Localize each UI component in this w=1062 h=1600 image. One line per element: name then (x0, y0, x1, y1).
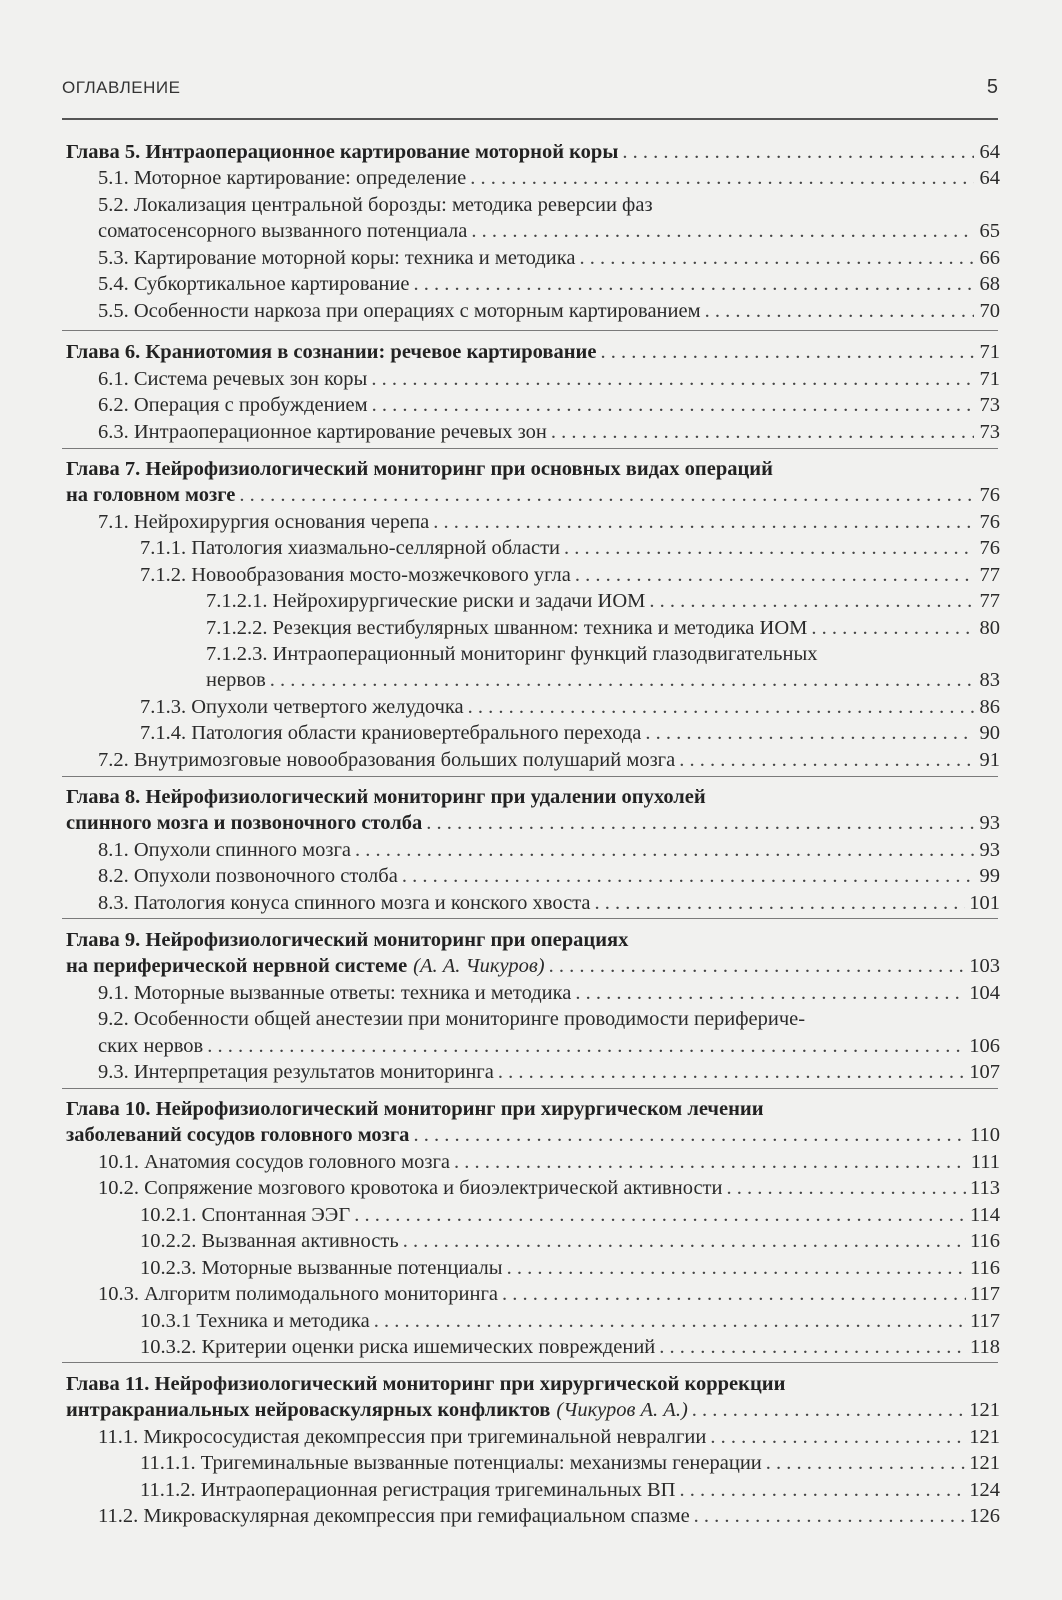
toc-entry-title: Глава 5. Интраоперационное картирование моторной коры (66, 141, 619, 163)
toc-page-number: 68 (979, 273, 1000, 295)
toc-entry-title: 7.1.4. Патология области краниовертебрального перехода (140, 722, 642, 744)
toc-page-number: 65 (979, 220, 1000, 242)
toc-entry (98, 980, 1000, 1006)
toc-entry-title: 11.2. Микроваскулярная декомпрессия при гемифациальном спазме (98, 1505, 690, 1527)
toc-page-number: 118 (970, 1336, 1000, 1358)
dot-leader (551, 419, 974, 445)
toc-entry-title: 10.1. Анатомия сосудов головного мозга (98, 1151, 451, 1173)
dot-leader (679, 1477, 965, 1503)
dot-leader (600, 339, 974, 365)
toc-entry (98, 245, 1000, 271)
dot-leader (579, 245, 974, 271)
toc-entry (98, 1175, 1000, 1201)
toc-page-number: 110 (970, 1124, 1000, 1146)
dot-leader (694, 1503, 966, 1529)
toc-entry-title: 9.3. Интерпретация результатов мониторинга (98, 1061, 494, 1083)
toc-entry-title: Глава 11. Нейрофизиологический мониторинг при хирургической коррекции (66, 1373, 786, 1395)
toc-entry (140, 1255, 1000, 1281)
toc-entry-title: Глава 7. Нейрофизиологический мониторинг при основных видах операций (66, 458, 773, 480)
toc-entry (98, 165, 1000, 191)
toc-entry-title: 10.3.1 Техника и методика (140, 1310, 370, 1332)
toc-entry (140, 1477, 1000, 1503)
toc-page-number: 99 (979, 865, 1000, 887)
toc-entry-title: 8.2. Опухоли позвоночного столба (98, 865, 398, 887)
dot-leader (575, 562, 974, 588)
dot-leader (471, 218, 974, 244)
toc-entry (98, 1033, 1000, 1059)
toc-page-number: 117 (970, 1283, 1000, 1305)
toc-page-number: 107 (969, 1061, 1000, 1083)
dot-leader (705, 298, 974, 324)
toc-chapter-line (66, 784, 1000, 810)
toc-entry-title: 10.3.2. Критерии оценки риска ишемических повреждений (140, 1336, 656, 1358)
toc-entry (98, 1059, 1000, 1085)
dot-leader (454, 1149, 967, 1175)
toc-entry-title: 5.1. Моторное картирование: определение (98, 167, 467, 189)
toc-entry-title: 8.3. Патология конуса спинного мозга и конского хвоста (98, 892, 591, 914)
dot-leader (594, 890, 965, 916)
toc-chapter-line (66, 139, 1000, 165)
toc-page-number: 121 (969, 1452, 1000, 1474)
toc-entry-title: 7.1.1. Патология хиазмально-селлярной области (140, 537, 560, 559)
toc-page-number: 103 (969, 955, 1000, 977)
toc-page-number: 101 (969, 892, 1000, 914)
toc-page-number: 73 (979, 421, 1000, 443)
toc-entry (98, 1503, 1000, 1529)
toc-entry-title: на периферической нервной системе (66, 955, 408, 977)
toc-entry (140, 720, 1000, 746)
toc-entry-title: 10.2.3. Моторные вызванные потенциалы (140, 1257, 503, 1279)
toc-chapter-line (66, 810, 1000, 836)
chapter-separator (62, 1088, 998, 1089)
dot-leader (470, 165, 974, 191)
toc-chapter-line (66, 1371, 1000, 1397)
dot-leader (355, 837, 974, 863)
toc-page-number: 104 (969, 982, 1000, 1004)
toc-chapter-line (66, 1096, 1000, 1122)
toc-chapter-line (66, 1397, 1000, 1423)
toc-entry-title: 5.4. Субкортикальное картирование (98, 273, 410, 295)
toc-entry (98, 1149, 1000, 1175)
toc-entry (98, 366, 1000, 392)
toc-chapter-line (66, 339, 1000, 365)
toc-entry-title: 7.1.3. Опухоли четвертого желудочка (140, 696, 464, 718)
toc-entry (98, 298, 1000, 324)
dot-leader (371, 366, 974, 392)
chapter-separator (62, 448, 998, 449)
toc-entry (98, 863, 1000, 889)
toc-entry (98, 1424, 1000, 1450)
toc-entry-title: ских нервов (98, 1035, 204, 1057)
toc-entry-title: соматосенсорного вызванного потенциала (98, 220, 468, 242)
toc-entry-title: 9.2. Особенности общей анестезии при мониторинге проводимости перифериче- (98, 1008, 806, 1030)
dot-leader (413, 1122, 966, 1148)
toc-entry-title: заболеваний сосудов головного мозга (66, 1124, 410, 1146)
toc-page-number: 86 (979, 696, 1000, 718)
toc-chapter-line (66, 953, 1000, 979)
chapter-separator (62, 330, 998, 331)
toc-page-number: 77 (979, 590, 1000, 612)
toc-entry-title: 5.2. Локализация центральной борозды: методика реверсии фаз (98, 194, 653, 216)
toc-entry (206, 588, 1000, 614)
toc-entry (140, 1202, 1000, 1228)
dot-leader (811, 615, 974, 641)
dot-leader (372, 392, 974, 418)
toc-entry (140, 1308, 1000, 1334)
dot-leader (239, 482, 974, 508)
dot-leader (564, 535, 974, 561)
dot-leader (622, 139, 974, 165)
dot-leader (727, 1175, 967, 1201)
toc-page-number: 93 (979, 812, 1000, 834)
toc-page-number: 121 (969, 1426, 1000, 1448)
toc-entry (98, 1281, 1000, 1307)
toc-entry (140, 1450, 1000, 1476)
toc-entry-title: Глава 10. Нейрофизиологический мониторинг при хирургическом лечении (66, 1098, 764, 1120)
dot-leader (270, 667, 974, 693)
toc-entry-title: нервов (206, 669, 266, 691)
toc-entry (98, 509, 1000, 535)
toc-entry-title: 11.1.1. Тригеминальные вызванные потенциалы: механизмы генерации (140, 1452, 762, 1474)
toc-page-number: 73 (979, 394, 1000, 416)
chapter-separator (62, 918, 998, 919)
toc-entry (206, 641, 1000, 667)
toc-page-number: 90 (979, 722, 1000, 744)
toc-chapter-line (66, 1122, 1000, 1148)
toc-entry-author: (Чикуров А. А.) (556, 1399, 688, 1421)
toc-entry-title: 7.1.2. Новообразования мосто-мозжечкового угла (140, 564, 571, 586)
toc-entry (98, 747, 1000, 773)
toc-entry-title: 7.1.2.3. Интраоперационный мониторинг функций глазодвигательных (206, 643, 818, 665)
toc-entry-title: 6.3. Интраоперационное картирование речевых зон (98, 421, 547, 443)
toc-entry (98, 218, 1000, 244)
toc-chapter-line (66, 482, 1000, 508)
toc-entry (98, 837, 1000, 863)
toc-entry-title: 5.3. Картирование моторной коры: техника и методика (98, 247, 576, 269)
toc-page-number: 71 (979, 368, 1000, 390)
dot-leader (403, 1228, 966, 1254)
toc-entry-title: 7.1. Нейрохирургия основания черепа (98, 511, 430, 533)
dot-leader (413, 271, 974, 297)
dot-leader (679, 747, 974, 773)
dot-leader (354, 1202, 966, 1228)
toc-page-number: 76 (979, 511, 1000, 533)
chapter-separator (62, 776, 998, 777)
running-head-title: ОГЛАВЛЕНИЕ (62, 78, 181, 97)
toc-chapter-line (66, 927, 1000, 953)
toc-page-number: 106 (969, 1035, 1000, 1057)
toc-page-number: 117 (970, 1310, 1000, 1332)
toc-entry-title: Глава 8. Нейрофизиологический мониторинг при удалении опухолей (66, 786, 706, 808)
toc-entry-title: 10.2.1. Спонтанная ЭЭГ (140, 1204, 351, 1226)
dot-leader (468, 694, 974, 720)
toc-entry (206, 615, 1000, 641)
dot-leader (549, 953, 966, 979)
toc-page-number: 80 (979, 617, 1000, 639)
toc-entry-title: 5.5. Особенности наркоза при операциях с моторным картированием (98, 300, 701, 322)
dot-leader (207, 1033, 965, 1059)
toc-entry (98, 271, 1000, 297)
toc-page-number: 91 (979, 749, 1000, 771)
toc-entry-author: (А. А. Чикуров) (413, 955, 545, 977)
toc-page-number: 126 (969, 1505, 1000, 1527)
dot-leader (692, 1397, 965, 1423)
toc-page-number: 76 (979, 537, 1000, 559)
dot-leader (710, 1424, 965, 1450)
toc-entry-title: Глава 9. Нейрофизиологический мониторинг при операциях (66, 929, 629, 951)
toc-page-number: 93 (979, 839, 1000, 861)
toc-entry-title: на головном мозге (66, 484, 236, 506)
toc-entry (140, 694, 1000, 720)
dot-leader (374, 1308, 966, 1334)
toc-page-number: 116 (970, 1257, 1000, 1279)
toc-entry-title: 7.1.2.2. Резекция вестибулярных шванном: техника и методика ИОМ (206, 617, 808, 639)
toc-entry (98, 1006, 1000, 1032)
toc-entry-title: интракраниальных нейроваскулярных конфликтов (66, 1399, 551, 1421)
dot-leader (502, 1281, 966, 1307)
toc-page-number: 77 (979, 564, 1000, 586)
toc-entry (140, 1228, 1000, 1254)
toc-page-number: 64 (979, 167, 1000, 189)
toc-entry (140, 1334, 1000, 1360)
toc-page-number: 83 (979, 669, 1000, 691)
toc-entry-title: 11.1.2. Интраоперационная регистрация тригеминальных ВП (140, 1479, 676, 1501)
toc-entry-title: 8.1. Опухоли спинного мозга (98, 839, 352, 861)
toc-page-number: 70 (979, 300, 1000, 322)
toc-page-number: 124 (969, 1479, 1000, 1501)
toc-entry-title: 7.1.2.1. Нейрохирургические риски и задачи ИОМ (206, 590, 646, 612)
toc-page-number: 111 (970, 1151, 1000, 1173)
toc-entry-title: 10.2.2. Вызванная активность (140, 1230, 399, 1252)
toc-entry-title: 9.1. Моторные вызванные ответы: техника и методика (98, 982, 572, 1004)
toc-entry-title: 11.1. Микрососудистая декомпрессия при тригеминальной невралгии (98, 1426, 707, 1448)
toc-entry-title: Глава 6. Краниотомия в сознании: речевое картирование (66, 341, 597, 363)
toc-entry-title: 7.2. Внутримозговые новообразования больших полушарий мозга (98, 749, 676, 771)
toc-entry-title: 10.2. Сопряжение мозгового кровотока и биоэлектрической активности (98, 1177, 723, 1199)
toc-entry (140, 562, 1000, 588)
toc-page-number: 114 (970, 1204, 1000, 1226)
toc-entry-title: 6.2. Операция с пробуждением (98, 394, 368, 416)
dot-leader (433, 509, 974, 535)
toc-page-number: 113 (970, 1177, 1000, 1199)
toc-entry (98, 192, 1000, 218)
toc-entry-title: 6.1. Система речевых зон коры (98, 368, 368, 390)
dot-leader (766, 1450, 965, 1476)
dot-leader (649, 588, 974, 614)
toc-page-number: 64 (979, 141, 1000, 163)
toc-entry (140, 535, 1000, 561)
running-head (62, 76, 998, 99)
toc-entry (98, 419, 1000, 445)
toc-page-number: 116 (970, 1230, 1000, 1252)
toc-entry-title: спинного мозга и позвоночного столба (66, 812, 423, 834)
dot-leader (645, 720, 974, 746)
dot-leader (507, 1255, 966, 1281)
toc-page-number: 121 (969, 1399, 1000, 1421)
dot-leader (659, 1334, 966, 1360)
toc-entry (98, 890, 1000, 916)
toc-page-number: 71 (979, 341, 1000, 363)
toc-chapter-line (66, 456, 1000, 482)
dot-leader (498, 1059, 965, 1085)
toc-page-number: 76 (979, 484, 1000, 506)
toc-page-number: 66 (979, 247, 1000, 269)
toc-entry-title: 10.3. Алгоритм полимодального мониторинга (98, 1283, 498, 1305)
header-rule (62, 118, 998, 120)
page-number: 5 (986, 76, 998, 98)
dot-leader (575, 980, 965, 1006)
dot-leader (426, 810, 974, 836)
dot-leader (402, 863, 974, 889)
toc-entry (98, 392, 1000, 418)
chapter-separator (62, 1362, 998, 1363)
toc-entry (206, 667, 1000, 693)
